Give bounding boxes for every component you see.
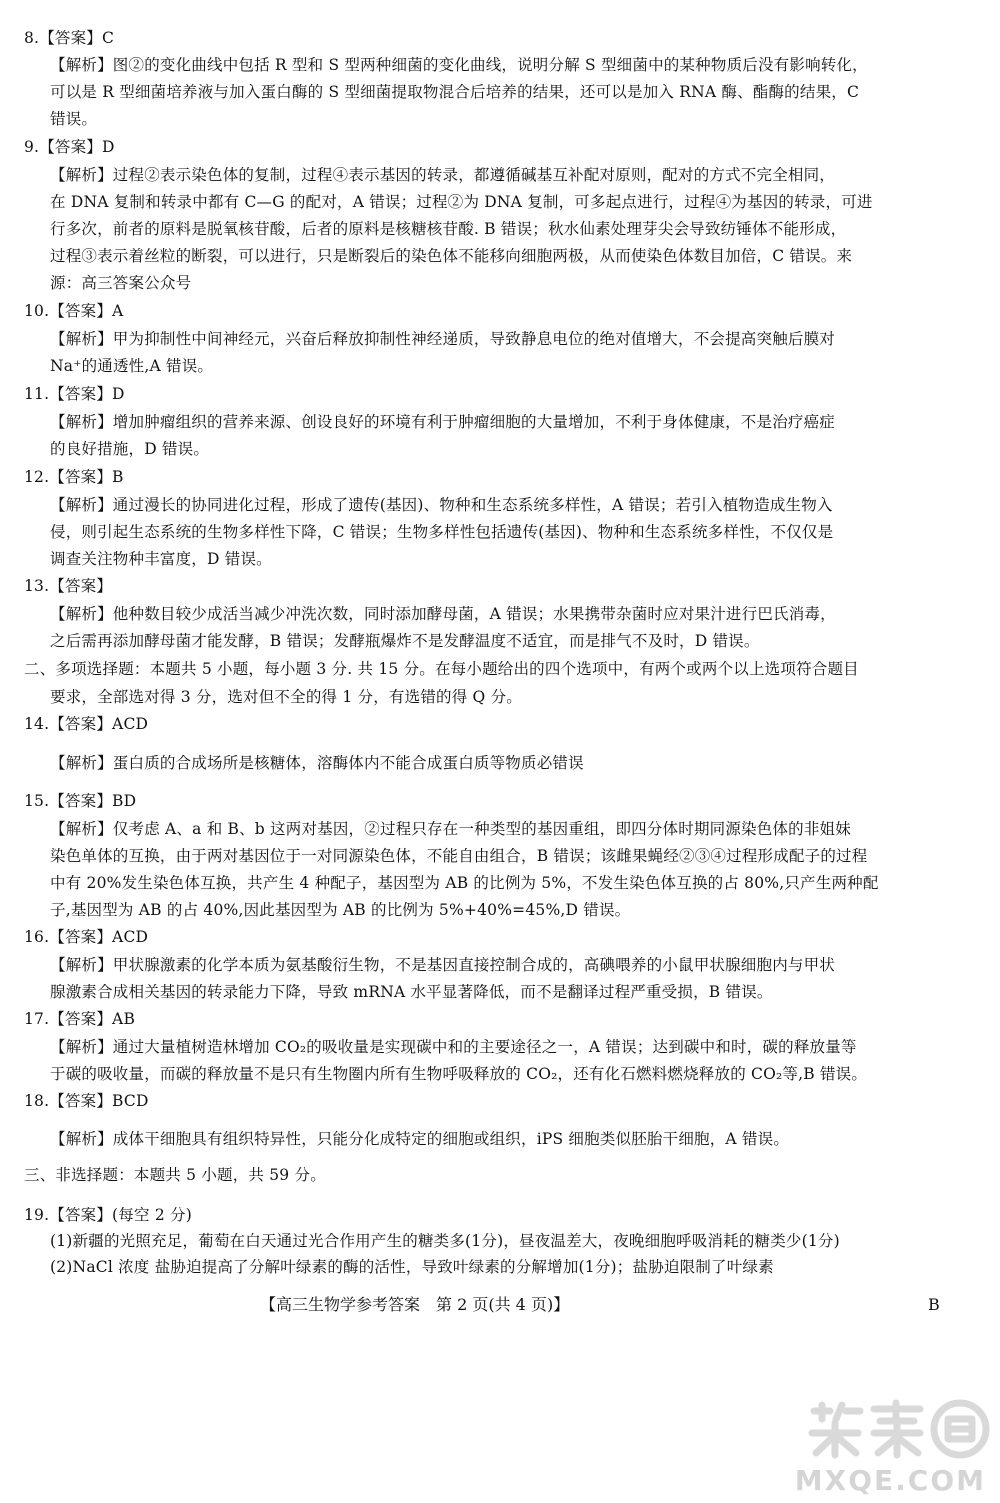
question-13-answer: 13.【答案】 — [24, 577, 113, 595]
question-15-analysis-line: 【解析】仅考虑 A、a 和 B、b 这两对基因，②过程只存在一种类型的基因重组，即四分体时期同源染色体的非姐妹 — [50, 820, 851, 838]
question-16-answer: 16.【答案】ACD — [24, 928, 149, 946]
section-3-heading: 三、非选择题：本题共 5 小题，共 59 分。 — [24, 1166, 326, 1184]
question-16-analysis-line: 腺激素合成相关基因的转录能力下降，导致 mRNA 水平显著降低，而不是翻译过程严重受损，B 错误。 — [50, 983, 773, 1001]
section-2-heading: 二、多项选择题：本题共 5 小题，每小题 3 分. 共 15 分。在每小题给出的四个选项中，有两个或两个以上选项符合题目 — [24, 660, 859, 678]
question-17-answer: 17.【答案】AB — [24, 1010, 136, 1028]
question-11-analysis-line: 【解析】增加肿瘤组织的营养来源、创设良好的环境有利于肿瘤细胞的大量增加，不利于身体健康，不是治疗癌症 — [50, 413, 836, 431]
question-14-answer: 14.【答案】ACD — [24, 715, 149, 733]
question-9-answer: 9.【答案】D — [24, 138, 115, 156]
question-10-analysis-line: Na⁺的通透性,A 错误。 — [50, 357, 214, 375]
question-13-analysis-line: 之后需再添加酵母菌才能发酵，B 错误；发酵瓶爆炸不是发酵温度不适宜，而是排气不及时，D 错误。 — [50, 632, 760, 650]
question-19-answer-line: (2)NaCl 浓度 盐胁迫提高了分解叶绿素的酶的活性，导致叶绿素的分解增加(1分)；盐胁迫限制了叶绿素 — [50, 1258, 774, 1276]
page-version-label: B — [928, 1295, 940, 1314]
question-12-answer: 12.【答案】B — [24, 468, 124, 486]
question-8-analysis-line: 错误。 — [50, 110, 98, 128]
question-12-analysis-line: 侵，则引起生态系统的生物多样性下降，C 错误；生物多样性包括遗传(基因)、物种和生态系统多样性，不仅仅是 — [50, 523, 834, 541]
question-8-answer: 8.【答案】C — [24, 29, 115, 47]
question-19-answer: 19.【答案】(每空 2 分) — [24, 1206, 192, 1224]
question-11-answer: 11.【答案】D — [24, 385, 125, 403]
question-15-answer: 15.【答案】BD — [24, 792, 137, 810]
question-9-analysis-line: 源：高三答案公众号 — [50, 274, 192, 292]
question-19-answer-line: (1)新疆的光照充足，葡萄在白天通过光合作用产生的糖类多(1分)，昼夜温差大，夜晚细胞呼吸消耗的糖类少(1分) — [50, 1232, 840, 1250]
question-17-analysis-line: 【解析】通过大量植树造林增加 CO₂的吸收量是实现碳中和的主要途径之一，A 错误；达到碳中和时，碳的释放量等 — [50, 1038, 857, 1056]
question-9-analysis-line: 行多次，前者的原料是脱氧核苷酸，后者的原料是核糖核苷酸. B 错误；秋水仙素处理芽尖会导致纺锤体不能形成， — [50, 220, 847, 238]
question-12-analysis-line: 调查关注物种丰富度，D 错误。 — [50, 550, 272, 568]
question-15-analysis-line: 染色单体的互换，由于两对基因位于一对同源染色体，不能自由组合，B 错误；该雌果蝇经②③④过程形成配子的过程 — [50, 847, 868, 865]
question-10-answer: 10.【答案】A — [24, 302, 124, 320]
question-11-analysis-line: 的良好措施，D 错误。 — [50, 440, 210, 458]
question-15-analysis-line: 中有 20%发生染色体互换，共产生 4 种配子，基因型为 AB 的比例为 5%，不发生染色体互换的占 80%,只产生两种配 — [50, 874, 879, 892]
watermark-site-text: MXQE.COM — [794, 1464, 986, 1497]
question-14-analysis-line: 【解析】蛋白质的合成场所是核糖体，溶酶体内不能合成蛋白质等物质必错误 — [50, 754, 584, 772]
question-16-analysis-line: 【解析】甲状腺激素的化学本质为氨基酸衍生物，不是基因直接控制合成的，高碘喂养的小鼠甲状腺细胞内与甲状 — [50, 956, 836, 974]
section-2-heading-cont: 要求，全部选对得 3 分，选对但不全的得 1 分，有选错的得 Q 分。 — [50, 688, 522, 706]
question-17-analysis-line: 于碳的吸收量，而碳的释放量不是只有生物圈内所有生物呼吸释放的 CO₂，还有化石燃料燃烧释放的 CO₂等,B 错误。 — [50, 1065, 868, 1083]
question-8-analysis-line: 【解析】图②的变化曲线中包括 R 型和 S 型两种细菌的变化曲线，说明分解 S 型细菌中的某种物质后没有影响转化， — [50, 56, 868, 74]
question-9-analysis-line: 【解析】过程②表示染色体的复制，过程④表示基因的转录，都遵循碱基互补配对原则，配对的方式不完全相同， — [50, 166, 836, 184]
page-footer-title: 【高三生物学参考答案 第 2 页(共 4 页)】 — [260, 1295, 570, 1314]
question-9-analysis-line: 在 DNA 复制和转录中都有 C—G 的配对，A 错误；过程②为 DNA 复制，可多起点进行，过程④为基因的转录，可进 — [50, 193, 873, 211]
question-9-analysis-line: 过程③表示着丝粒的断裂，可以进行，只是断裂后的染色体不能移向细胞两极，从而使染色体数目加倍，C 错误。来 — [50, 247, 853, 265]
site-watermark — [794, 1397, 992, 1497]
question-15-analysis-line: 子,基因型为 AB 的占 40%,因此基因型为 AB 的比例为 5%+40%=45%,D 错误。 — [50, 901, 631, 919]
question-12-analysis-line: 【解析】通过漫长的协同进化过程，形成了遗传(基因)、物种和生态系统多样性，A 错误；若引入植物造成生物入 — [50, 496, 833, 514]
question-10-analysis-line: 【解析】甲为抑制性中间神经元，兴奋后释放抑制性神经递质，导致静息电位的绝对值增大，不会提高突触后膜对 — [50, 330, 836, 348]
question-8-analysis-line: 可以是 R 型细菌培养液与加入蛋白酶的 S 型细菌提取物混合后培养的结果，还可以是加入 RNA 酶、酯酶的结果，C — [50, 83, 860, 101]
watermark-logo-icon — [802, 1397, 992, 1459]
question-18-answer: 18.【答案】BCD — [24, 1092, 149, 1110]
question-18-analysis-line: 【解析】成体干细胞具有组织特异性，只能分化成特定的细胞或组织，iPS 细胞类似胚胎干细胞，A 错误。 — [50, 1130, 790, 1148]
question-13-analysis-line: 【解析】他种数目较少成活当减少冲洗次数，同时添加酵母菌，A 错误；水果携带杂菌时应对果汁进行巴氏消毒， — [50, 605, 836, 623]
